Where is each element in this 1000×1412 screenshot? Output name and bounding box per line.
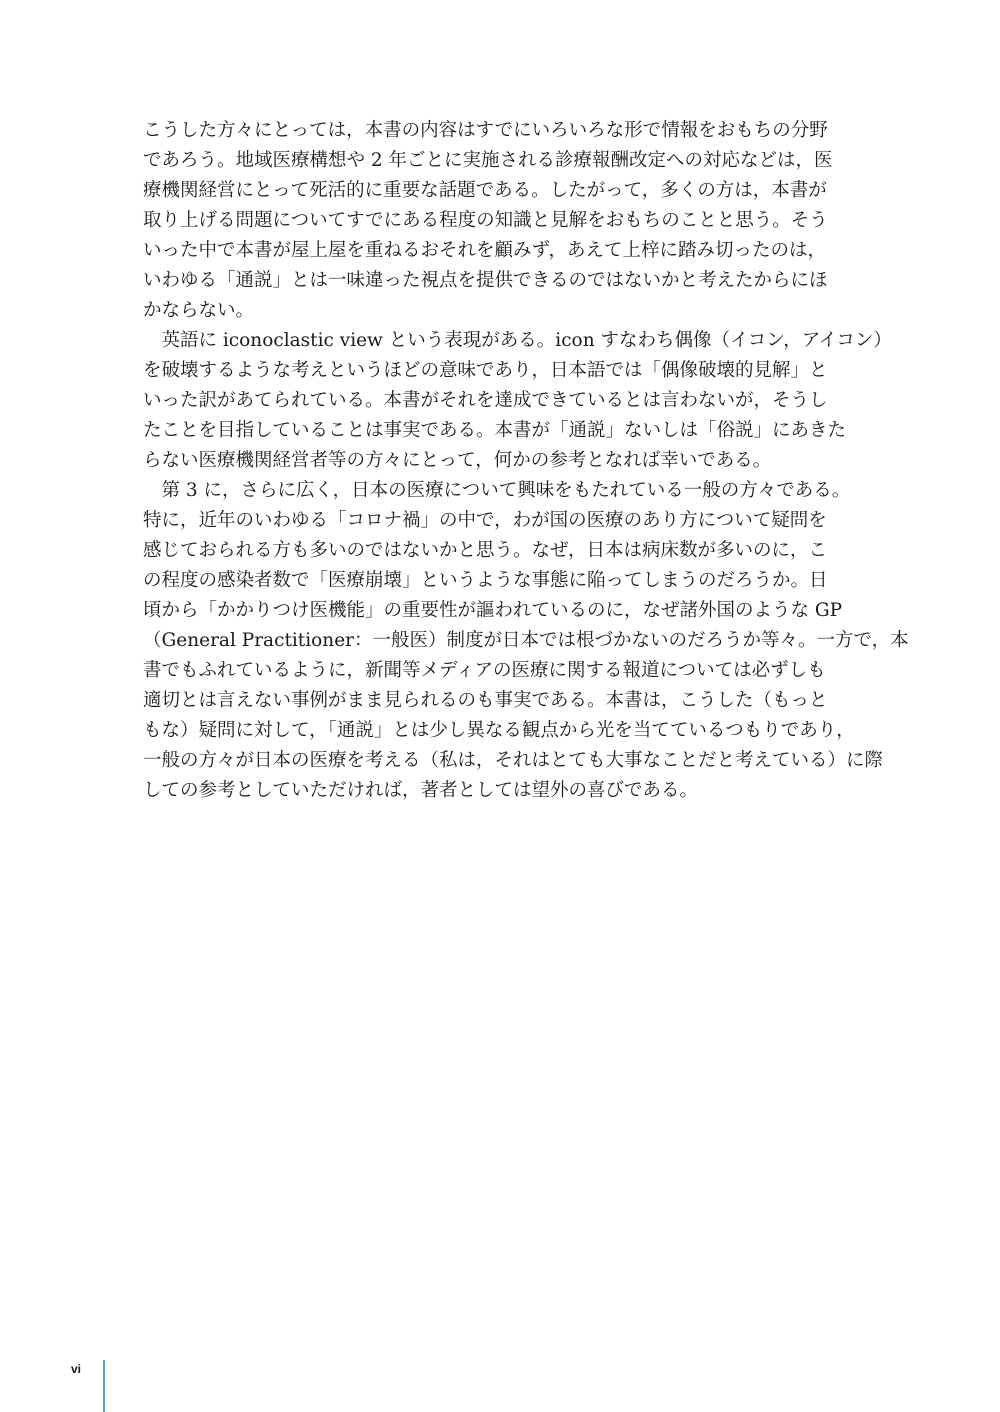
text-line: 療機関経営にとって死活的に重要な話題である。したがって，多くの方は，本書が [143,180,827,201]
text-line: （General Practitioner：一般医）制度が日本では根づかないのだろうか等々。一方で，本 [143,630,909,651]
text-line: 頃から「かかりつけ医機能」の重要性が謳われているのに，なぜ諸外国のような GP [143,600,843,621]
text-line: いった中で本書が屋上屋を重ねるおそれを顧みず，あえて上梓に踏み切ったのは， [143,240,827,261]
text-line: 英語に iconoclastic view という表現がある。icon すなわち偶像（イコン，アイコン） [143,330,892,351]
text-line: たことを目指していることは事実である。本書が「通説」ないしは「俗説」にあきた [143,420,847,441]
text-line: を破壊するような考えというほどの意味であり，日本語では「偶像破壊的見解」と [143,360,828,381]
text-line: 特に，近年のいわゆる「コロナ禍」の中で，わが国の医療のあり方について疑問を [143,510,827,531]
text-line: らない医療機関経営者等の方々にとって，何かの参考となれば幸いである。 [143,450,772,471]
text-line: 書でもふれているように，新聞等メディアの医療に関する報道については必ずしも [143,660,826,681]
text-line: の程度の感染者数で「医療崩壊」というような事態に陥ってしまうのだろうか。日 [143,570,828,591]
text-line: 第 3 に，さらに広く，日本の医療について興味をもたれている一般の方々である。 [143,480,851,501]
text-line: であろう。地域医療構想や 2 年ごとに実施される診療報酬改定への対応などは，医 [143,150,833,171]
text-line: こうした方々にとっては，本書の内容はすでにいろいろな形で情報をおもちの分野 [143,120,828,141]
text-line: いった訳があてられている。本書がそれを達成できているとは言わないが，そうし [143,390,828,411]
text-line: もな）疑問に対して，「通説」とは少し異なる観点から光を当てているつもりであり， [143,720,855,741]
text-line: 感じておられる方も多いのではないかと思う。なぜ，日本は病床数が多いのに，こ [143,540,827,561]
footer-rule [103,1360,105,1412]
text-line: しての参考としていただければ，著者としては望外の喜びである。 [143,780,699,801]
page-number: vi [71,1362,82,1376]
text-line: かならない。 [143,300,255,321]
text-line: 取り上げる問題についてすでにある程度の知識と見解をおもちのことと思う。そう [143,210,828,231]
body-text [143,116,909,806]
text-line: 一般の方々が日本の医療を考える（私は，それはとても大事なことだと考えている）に際 [143,750,884,771]
text-line: いわゆる「通説」とは一味違った視点を提供できるのではないかと考えたからにほ [143,270,828,291]
text-line: 適切とは言えない事例がまま見られるのも事実である。本書は，こうした（もっと [143,690,828,711]
